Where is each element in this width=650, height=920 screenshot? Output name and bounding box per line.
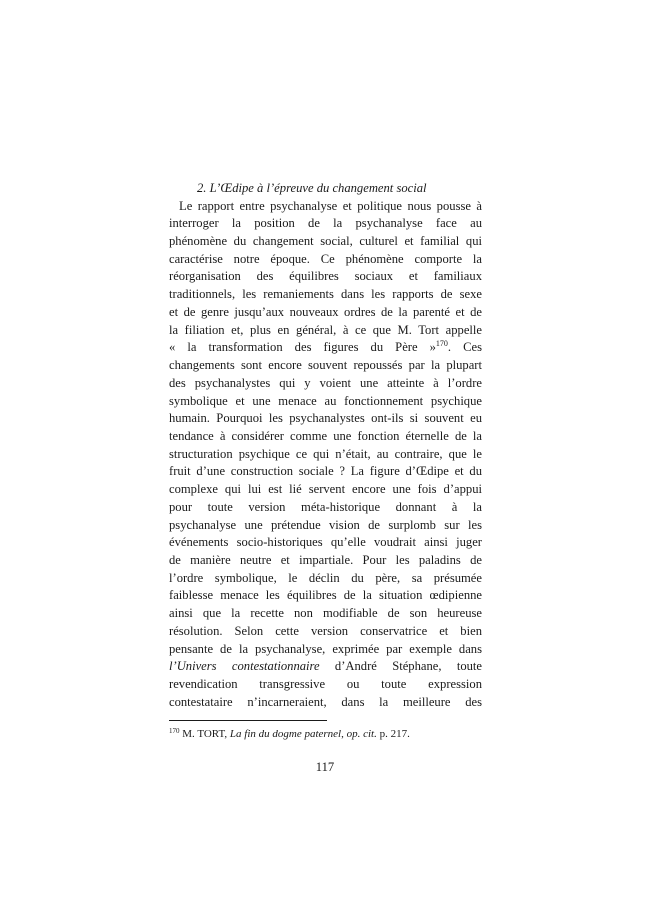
text-line: ainsi que la recette non modifiable de son heureuse [169, 606, 482, 621]
text-line-with-title [169, 658, 482, 676]
text-line: contestataire n’incarneraient, dans la meilleure des [169, 694, 482, 709]
footnote-author: M. TORT, [182, 728, 230, 740]
text-line: symbolique et une menace au fonctionnement psychique [169, 393, 482, 408]
book-title: l’Univers contestationnaire [169, 659, 320, 674]
section-heading: 2. L’Œdipe à l’épreuve du changement social [197, 181, 427, 195]
footnote-page: p. 217. [376, 728, 410, 740]
text-line: faiblesse menace les équilibres de la situation œdipienne [169, 588, 482, 603]
text-line: structuration psychique ce qui n’était, au contraire, que le [169, 446, 482, 461]
text-line: phénomène du changement social, culturel et familial qui [169, 234, 482, 249]
text-line: complexe qui lui est lié servent encore une fois d’appui [169, 482, 482, 497]
text-line: la filiation et, plus en général, à ce que M. Tort appelle [169, 322, 482, 337]
text-line: psychanalyse une prétendue vision de surplomb sur les [169, 517, 482, 532]
footnote [169, 727, 482, 741]
text-line: revendication transgressive ou toute expression [169, 677, 482, 691]
text-line: et de genre jusqu’aux nouveaux ordres de la parenté et de [169, 304, 482, 319]
page-number: 117 [315, 760, 335, 774]
text-line: réorganisation des équilibres sociaux et familiaux [169, 269, 482, 284]
footnote-divider [169, 720, 327, 721]
text-line: de manière neutre et impartiale. Pour les paladins de [169, 552, 482, 567]
footnote-title: La fin du dogme paternel [229, 728, 342, 740]
text-line: humain. Pourquoi les psychanalystes ont-ils si souvent eu [169, 411, 482, 426]
text-fragment: d’André Stéphane, toute [319, 659, 483, 674]
text-line: événements socio-historiques qu’elle voudrait ainsi juger [169, 535, 482, 550]
text-line: des psychanalystes qui y voient une atteinte à l’ordre [169, 375, 482, 390]
text-line: traditionnels, les remaniements dans les rapports de sexe [169, 287, 482, 302]
footnote-ref[interactable]: 170 [435, 339, 448, 349]
footnote-separator: , [341, 728, 347, 740]
text-line: résolution. Selon cette version conservatrice et bien [169, 623, 482, 638]
footnote-number: 170 [169, 727, 180, 735]
text-line: pensante de la psychanalyse, exprimée par exemple dans [169, 641, 482, 656]
page-body [169, 180, 482, 711]
text-line: l’ordre symbolique, le déclin du père, sa présumée [169, 570, 482, 585]
text-line: pour toute version méta-historique donnant à la [169, 499, 482, 514]
text-line: Le rapport entre psychanalyse et politique nous pousse à [179, 198, 482, 213]
footnote-opcit: op. cit. [346, 728, 377, 740]
text-line-with-footnote-ref [169, 339, 482, 357]
text-line: fruit d’une construction sociale ? La figure d’Œdipe et du [169, 464, 482, 479]
text-line: changements sont encore souvent repoussés par la plupart [169, 358, 482, 373]
paragraph [169, 198, 482, 712]
text-line: interroger la position de la psychanalyse face au [169, 216, 482, 231]
text-fragment: « la transformation des figures du Père » [169, 340, 436, 355]
text-line: caractérise notre époque. Ce phénomène comporte la [169, 251, 482, 266]
text-fragment: . Ces [447, 340, 483, 355]
text-line: tendance à considérer comme une fonction éternelle de la [169, 428, 482, 443]
